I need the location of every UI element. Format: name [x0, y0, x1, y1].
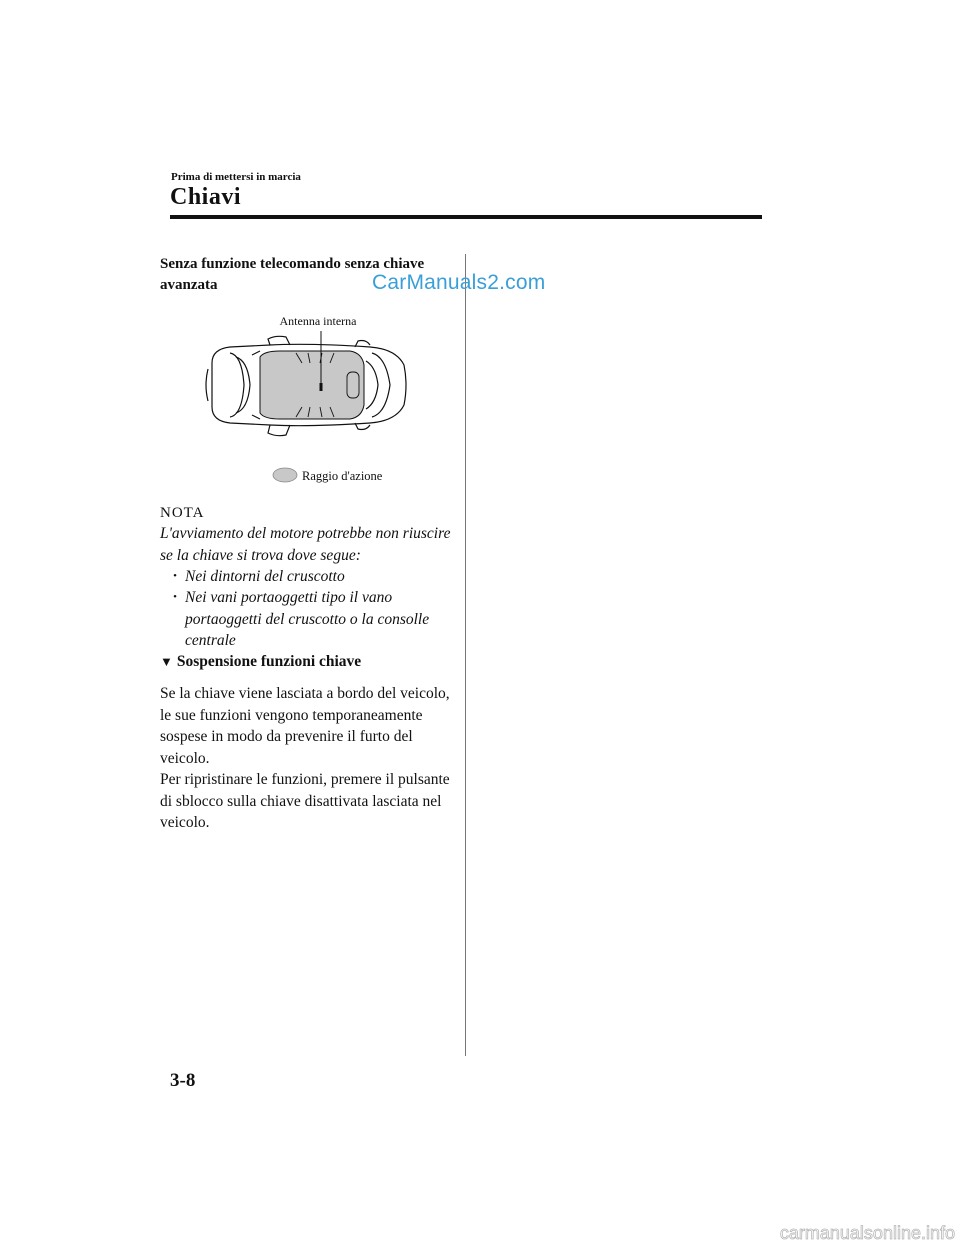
bullet-text: Nei dintorni del cruscotto [185, 568, 345, 585]
car-topview-figure [200, 305, 420, 495]
body-paragraph: Per ripristinare le funzioni, premere il pulsante di sblocco sulla chiave disattivata lasciata nel veicolo. [160, 771, 450, 831]
legend-label: Raggio d'azione [302, 469, 383, 483]
note-bullet [174, 587, 460, 652]
antenna-label: Antenna interna [279, 314, 357, 328]
page-number: 3-8 [170, 1070, 196, 1091]
body-paragraph: Se la chiave viene lasciata a bordo del veicolo, le sue funzioni vengono temporaneamente sospese in modo da prevenire il furto del veicolo. [160, 685, 450, 767]
antenna-marker [320, 383, 323, 391]
bullet-text: Nei vani portaoggetti tipo il vano portaoggetti del cruscotto o la consolle centrale [185, 589, 430, 649]
note-heading: NOTA [160, 505, 205, 521]
note-bullet [174, 566, 460, 588]
column-divider [465, 254, 466, 1056]
watermark-text: CarManuals2.com [372, 271, 546, 294]
footer-watermark [0, 1220, 960, 1245]
bullet-dot: • [173, 570, 177, 582]
triangle-down-icon: ▼ [160, 654, 173, 669]
header-rule [170, 215, 762, 219]
note-body: L'avviamento del motore potrebbe non riuscire se la chiave si trova dove segue: [160, 525, 451, 564]
range-area [260, 351, 364, 419]
section-body [160, 683, 460, 834]
legend-swatch [273, 468, 297, 482]
footer-watermark-text: carmanualsonline.info [779, 1223, 955, 1243]
section-heading-text: Sospensione funzioni chiave [176, 653, 362, 670]
bullet-dot: • [173, 591, 177, 603]
section-kicker: Prima di mettersi in marcia [171, 171, 301, 183]
subheading: Senza funzione telecomando senza chiave avanzata [160, 256, 425, 293]
chapter-title: Chiavi [170, 184, 242, 210]
section-heading [160, 653, 361, 671]
